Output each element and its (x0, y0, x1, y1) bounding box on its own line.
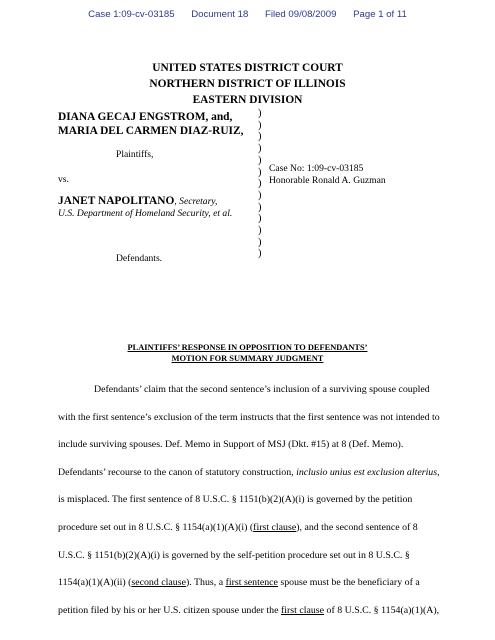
plaintiff-name-1: DIANA GECAJ ENGSTROM, and, (58, 111, 233, 123)
paren: ) (258, 166, 262, 178)
stamp-case-number: Case 1:09-cv-03185 (88, 9, 175, 20)
body-paragraph (58, 376, 448, 624)
underlined-term: first clause (253, 521, 297, 533)
defendants-label: Defendants. (116, 253, 163, 264)
stamp-page-count: Page 1 of 11 (353, 9, 407, 20)
ecf-header-stamp (0, 9, 495, 20)
case-number: Case No: 1:09-cv-03185 (269, 163, 364, 174)
versus-label: vs. (58, 174, 69, 185)
paren: ) (258, 131, 262, 143)
body-line: Defendants’ recourse to the canon of statutory construction, inclusio unius est exclusion alterius, (58, 466, 440, 478)
body-line: with the first sentence’s exclusion of the term instructs that the first sentence was not intended to (58, 411, 440, 423)
plaintiffs-label: Plaintiffs, (116, 149, 154, 160)
paren: ) (258, 154, 262, 166)
case-caption-parties (58, 110, 258, 264)
paren: ) (258, 201, 262, 213)
latin-canon: inclusio unius est exclusion alterius (296, 466, 438, 478)
document-title-line-2: MOTION FOR SUMMARY JUDGMENT (171, 354, 324, 363)
caption-parenthesis-column (258, 108, 268, 260)
document-body (58, 376, 448, 624)
defendant-name: JANET NAPOLITANO (58, 195, 175, 207)
paren: ) (258, 248, 262, 260)
defendant-agency: U.S. Department of Homeland Security, et al. (58, 208, 233, 219)
underlined-term: first sentence (225, 577, 278, 589)
stamp-filed-date: Filed 09/08/2009 (264, 9, 337, 20)
court-name: UNITED STATES DISTRICT COURT (152, 62, 343, 74)
court-heading (0, 60, 495, 108)
court-district: NORTHERN DISTRICT OF ILLINOIS (149, 78, 346, 90)
body-line: U.S.C. § 1151(b)(2)(A)(i) is governed by the self-petition procedure set out in 8 U.S.C. § (58, 549, 410, 561)
paren: ) (258, 178, 262, 190)
underlined-term: second clause (131, 577, 186, 589)
body-line: Defendants’ claim that the second sentence’s inclusion of a surviving spouse coupled (94, 384, 430, 395)
stamp-document-number: Document 18 (191, 9, 249, 20)
paren: ) (258, 225, 262, 237)
court-division: EASTERN DIVISION (192, 94, 303, 106)
defendant-title: , Secretary, (174, 196, 218, 207)
body-line: petition filed by his or her U.S. citizen spouse under the first clause of 8 U.S.C. § 1154(a)(1)(A), (58, 604, 440, 616)
paren: ) (258, 143, 262, 155)
paren: ) (258, 108, 262, 119)
body-line: 1154(a)(1)(A)(ii) (second clause). Thus, a first sentence spouse must be the beneficiary of a (58, 577, 420, 589)
defendant-block (58, 194, 232, 220)
paren: ) (258, 119, 262, 131)
document-title-line-1: PLAINTIFFS’ RESPONSE IN OPPOSITION TO DEFENDANTS’ (127, 343, 368, 352)
paren: ) (258, 213, 262, 225)
case-info (269, 163, 386, 187)
paren: ) (258, 236, 262, 248)
paren: ) (258, 189, 262, 201)
underlined-term: first clause (280, 604, 325, 616)
body-line: is misplaced. The first sentence of 8 U.S.C. § 1151(b)(2)(A)(i) is governed by the petition (58, 494, 413, 506)
plaintiff-name-2: MARIA DEL CARMEN DIAZ-RUIZ, (58, 125, 244, 137)
judge-name: Honorable Ronald A. Guzman (269, 175, 386, 186)
body-line: include surviving spouses. Def. Memo in Support of MSJ (Dkt. #15) at 8 (Def. Memo). (58, 439, 404, 451)
document-title (0, 342, 495, 364)
body-line: procedure set out in 8 U.S.C. § 1154(a)(1)(A)(i) (first clause), and the second sentence of 8 (58, 521, 418, 533)
